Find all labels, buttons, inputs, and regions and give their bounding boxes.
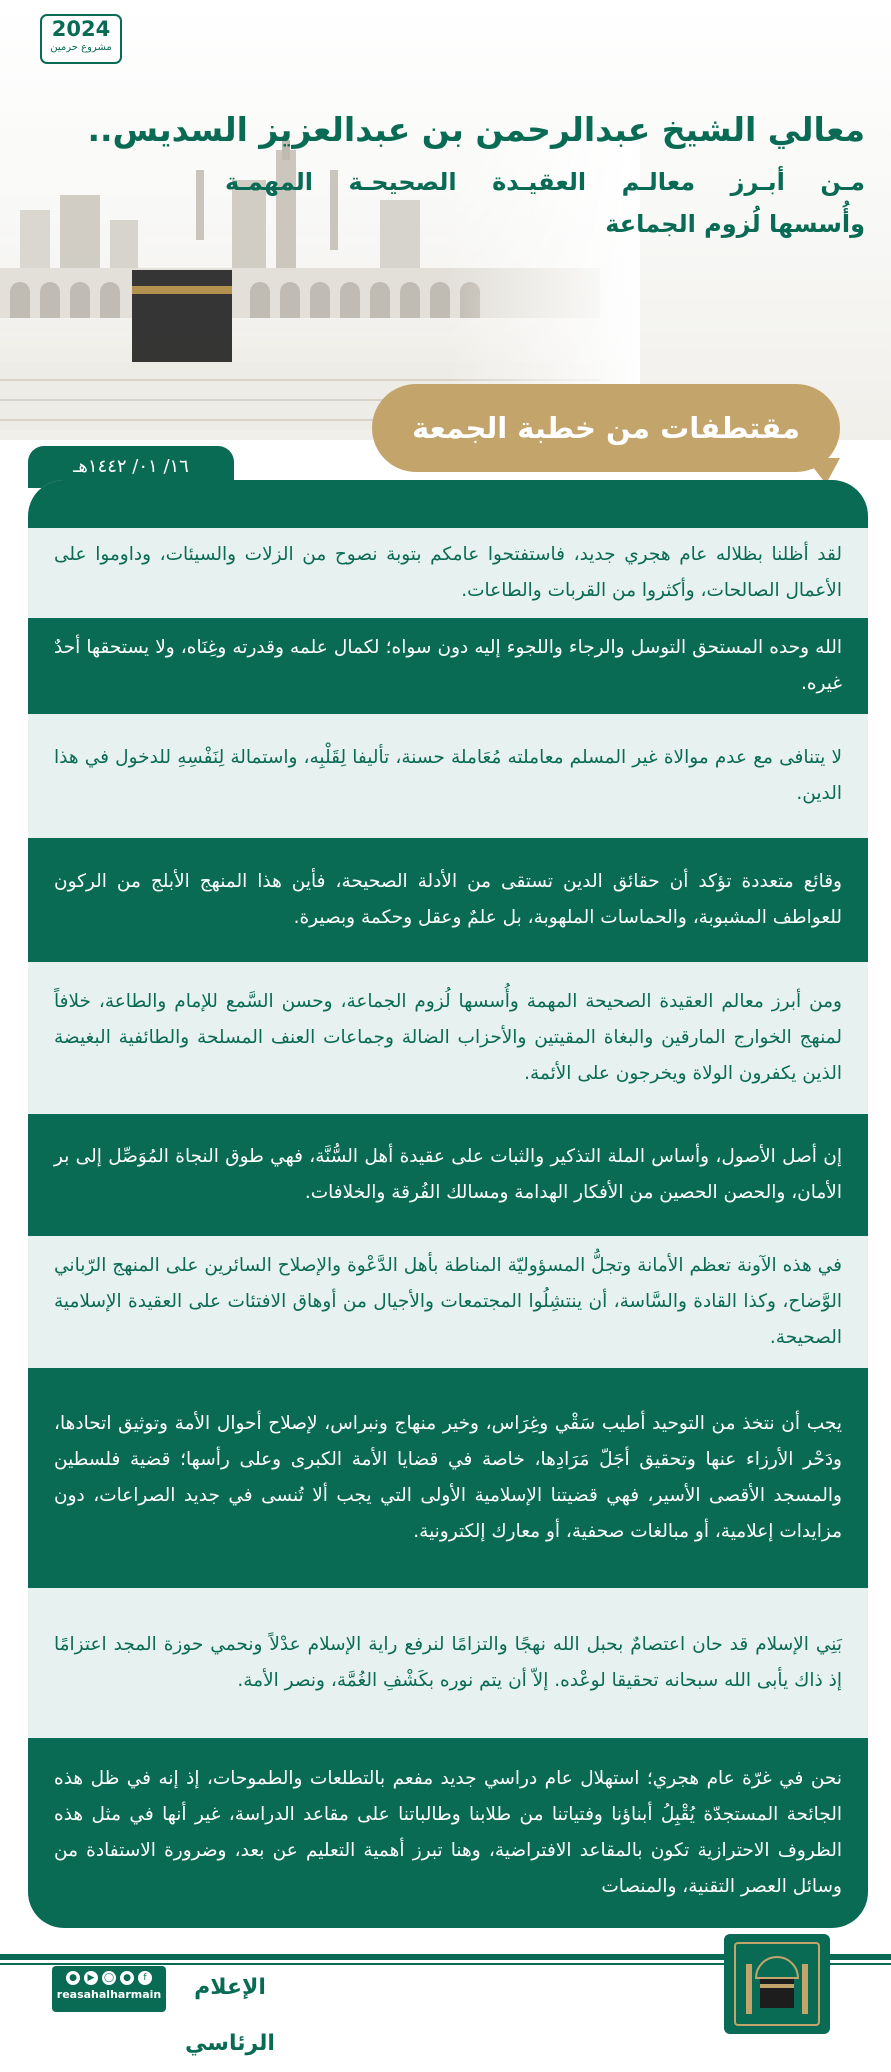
paragraph-text: يجب أن نتخذ من التوحيد أطيب سَقْي وغِرَاس، وخير منهاج ونبراس، لإصلاح أحوال الأمة وتوثيق اتحادها، ودَحْر الأرزاء عنها وتحقيق أجَلّ مَرَادِها، خاصة في قضايا الأمة الكبرى وعلى رأسها؛ قضية فلسطين والمسجد الأقصى الأسير، فهي قضيتنا الإسلامية الأولى التي يجب ألا تُنسى في جديد الصراعات، دون مزايدات إعلامية، أو مبالغات صحفية، أو معارك إلكترونية.: [54, 1413, 842, 1542]
paragraph-block: [28, 1114, 868, 1236]
paragraph-text: بَنِي الإسلام قد حان اعتصامٌ بحبل الله نهجًا والتزامًا لنرفع راية الإسلام عدْلاً ونحمي حوزة المجد اعتزامًا إذ ذاك يأبى الله سبحانه تحقيقا لوعْده. إلاّ أن يتم نوره بكَشْفِ الغُمَّة، ونصر الأمة.: [54, 1634, 842, 1691]
paragraph-block: [28, 1236, 868, 1368]
paragraph-block: [28, 618, 868, 714]
header-hero: [0, 0, 891, 440]
logo-frame: [734, 1942, 820, 2026]
paragraph-text: نحن في غرّة عام هجري؛ استهلال عام دراسي جديد مفعم بالتطلعات والطموحات، إذ إنه في ظل هذه الجائحة المستجدّة يُقْبِلُ أبناؤنا وفتياتنا من طلابنا وطالباتنا على مقاعد الدراسة، غير أنها في مثل هذه الظروف الاحترازية تكون بالمقاعد الافتراضية، وهنا تبرز أهمية التعليم عن بعد، وضرورة الاستفادة من وسائل العصر التقنية، والمنصات: [54, 1768, 842, 1897]
kaaba-emblem-icon: [736, 1944, 818, 2024]
social-handle[interactable]: reasahalharmain: [56, 1988, 162, 2001]
snapchat-icon[interactable]: ●: [66, 1971, 80, 1985]
paragraph-text: وقائع متعددة تؤكد أن حقائق الدين تستقى من الأدلة الصحيحة، فأين هذا المنهج الأبلج من الركون للعواطف المشبوبة، والحماسات الملهوبة، بل علمٌ وعقل وحكمة وبصيرة.: [54, 871, 842, 928]
paragraph-block: [28, 1588, 868, 1738]
facebook-icon[interactable]: f: [138, 1971, 152, 1985]
paragraph-text: الله وحده المستحق التوسل والرجاء واللجوء إليه دون سواه؛ لكمال علمه وقدرته وغِنَاه، ولا يستحقها أحدٌ غيره.: [54, 637, 842, 694]
social-links[interactable]: [52, 1966, 166, 2012]
section-bubble-label: مقتطفات من خطبة الجمعة: [372, 384, 840, 472]
logo-label: مشروع حرمين: [50, 42, 112, 53]
paragraph-block: [28, 1368, 868, 1588]
hijri-date: ١٦/ ٠١/ ١٤٤٢هـ: [28, 446, 234, 488]
page-title: معالي الشيخ عبدالرحمن بن عبدالعزيز السديس..: [87, 110, 865, 149]
project-logo: [40, 14, 122, 64]
twitter-icon[interactable]: ●: [120, 1971, 134, 1985]
presidency-logo: [724, 1934, 830, 2034]
social-icon-row: [52, 1966, 166, 1985]
paragraph-block: [28, 962, 868, 1114]
paragraph-text: لا يتنافى مع عدم موالاة غير المسلم معاملته مُعَاملة حسنة، تأليفا لِقَلْبِه، واستمالة لِنَفْسِهِ للدخول في هذا الدين.: [54, 747, 842, 804]
media-brand-text: الإعلام الرئاسي: [185, 1975, 275, 2056]
paragraph-block: [28, 714, 868, 838]
paragraph-text: في هذه الآونة تعظم الأمانة وتجلُّ المسؤوليّة المناطة بأهل الدَّعْوة والإصلاح السائرين على المنهج الرّباني الوَّضاح، وكذا القادة والسَّاسة، أن ينتشِلُوا المجتمعات والأجيال من أوهاق الافتئات على العقيدة الإسلامية الصحيحة.: [54, 1255, 842, 1348]
paragraph-text: لقد أظلنا بظلاله عام هجري جديد، فاستفتحوا عامكم بتوبة نصوح من الزلات والسيئات، وداوموا على الأعمال الصالحات، وأكثروا من القربات والطاعات.: [54, 544, 842, 601]
paragraph-text: إن أصل الأصول، وأساس الملة التذكير والثبات على عقيدة أهل السُّنَّة، فهي طوق النجاة المُوَصِّل إلى بر الأمان، والحصن الحصين من الأفكار الهدامة ومسالك الفُرقة والخلافات.: [54, 1146, 842, 1203]
panel-top-bar: [28, 480, 868, 528]
subtitle-line-1: مـن أبـرز معالـم العقيـدة الصحيحـة المهمـة: [225, 168, 865, 196]
paragraph-block: [28, 528, 868, 618]
instagram-icon[interactable]: ◯: [103, 1973, 115, 1983]
paragraph-text: ومن أبرز معالم العقيدة الصحيحة المهمة وأُسسها لُزوم الجماعة، وحسن السَّمع للإمام والطاعة، خلافاً لمنهج الخوارج المارقين والبغاة المقيتين والأحزاب الضالة وجماعات العنف المسلحة والطائفية البغيضة الذين يكفرون الولاة ويخرجون على الأئمة.: [54, 991, 842, 1084]
logo-year: 2024: [51, 17, 111, 41]
paragraph-block: [28, 838, 868, 962]
subtitle-line-2: وأُسسها لُزوم الجماعة: [605, 210, 865, 238]
paragraph-block: [28, 1738, 868, 1928]
content-panel: [28, 480, 868, 1928]
youtube-icon[interactable]: ▶: [84, 1971, 98, 1985]
